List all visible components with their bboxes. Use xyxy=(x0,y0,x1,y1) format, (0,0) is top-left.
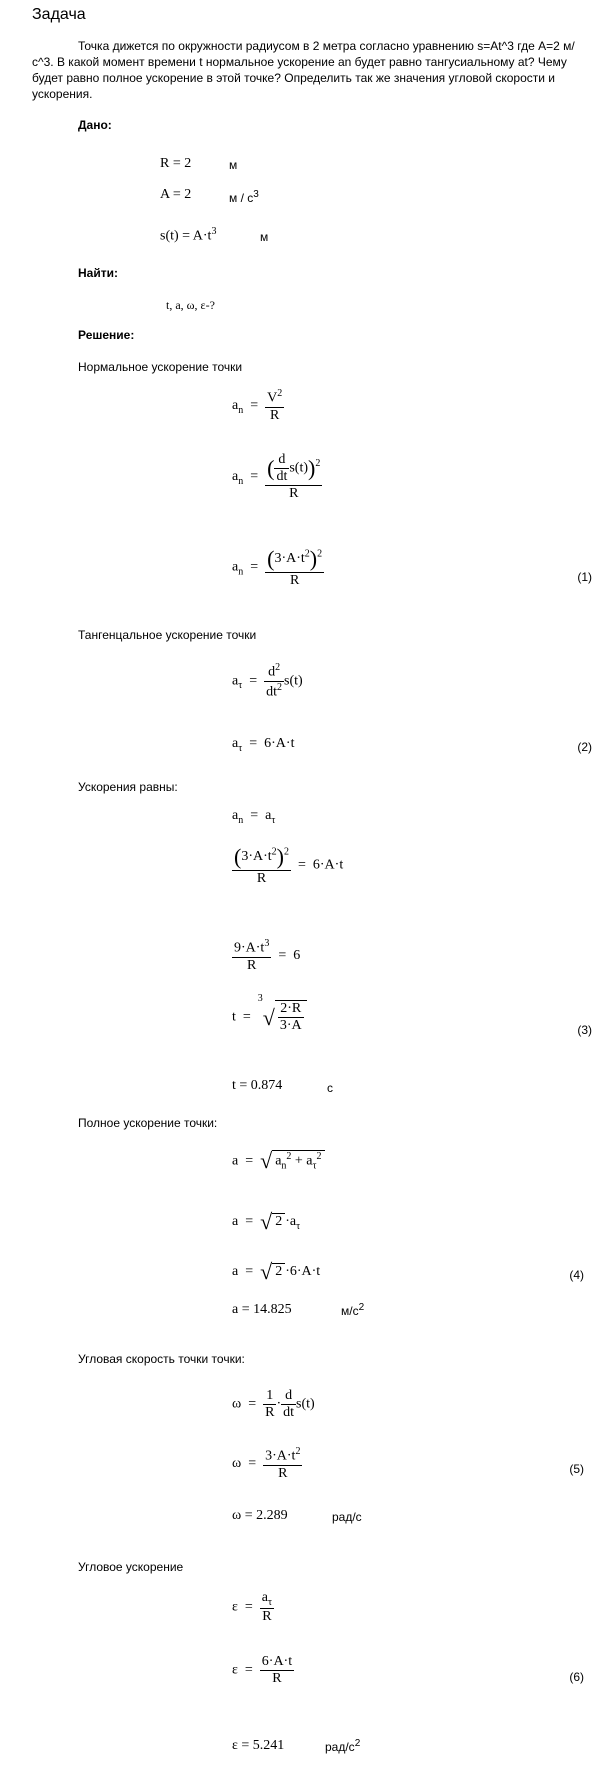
eq-number-4: (4) xyxy=(569,1268,584,1282)
eq-at-2: $a_\tau = 6\cdot A\cdot t$ xyxy=(232,736,295,754)
given-r-unit: м xyxy=(229,158,238,172)
full-label: Полное ускорение точки: xyxy=(78,1116,218,1130)
eq-at-1: $a_\tau$ = $\frac{d^2}{dt^2}$ s(t) xyxy=(232,662,303,700)
t-result: t = 0.874 xyxy=(232,1078,283,1093)
tangential-label: Тангенцальное ускорение точки xyxy=(78,628,257,642)
eq-omega-1: ω = $\frac{1}{R}$ · $\frac{d}{dt}$ s(t) xyxy=(232,1388,315,1420)
eq-an-2: $a_n$ = ( $\frac{d}{dt}$ s(t))$^2$ R xyxy=(232,452,321,501)
eq-t-formula: t = $^3$√ $\frac{2\cdot R}{3\cdot A}$ xyxy=(232,1000,307,1034)
eq-eps-2: ε = $\frac{6\cdot A\cdot t}{R}$ xyxy=(232,1654,293,1686)
omega-unit: рад/с xyxy=(332,1510,362,1524)
eq-equal-1: $a_n = a_\tau$ xyxy=(232,808,276,826)
given-s-unit: м xyxy=(260,230,269,244)
find-heading: Найти: xyxy=(78,266,118,280)
eq-number-3: (3) xyxy=(577,1023,592,1037)
eps-label: Угловое ускорение xyxy=(78,1560,184,1574)
given-s: $s(t) = A\cdot t^3$ xyxy=(160,226,217,244)
given-a: A = 2 xyxy=(160,187,192,202)
eq-number-1: (1) xyxy=(577,570,592,584)
t-unit: c xyxy=(327,1081,333,1095)
eq-eps-1: ε = $\frac{a_\tau}{R}$ xyxy=(232,1590,273,1624)
given-r: R = 2 xyxy=(160,156,192,171)
a-unit: $м/с^2$ xyxy=(341,1302,365,1318)
find-text: t, a, ω, ε-? xyxy=(166,298,215,312)
eq-omega-2: ω = $\frac{3\cdot A\cdot t^2}{R}$ xyxy=(232,1446,301,1481)
eq-a-2: a = √ $2 \cdot a_\tau$ xyxy=(232,1209,301,1234)
eq-number-5: (5) xyxy=(569,1462,584,1476)
equal-label: Ускорения равны: xyxy=(78,780,178,794)
given-a-unit: м / $c^3$ xyxy=(229,189,259,205)
a-result: a = 14.825 xyxy=(232,1302,292,1317)
eq-an-3: $a_n$ = $\frac{(3\cdot A\cdot t^2)^2}{R}$ xyxy=(232,546,323,588)
solution-heading: Решение: xyxy=(78,328,135,342)
eps-result: ε = 5.241 xyxy=(232,1738,285,1753)
normal-label: Нормальное ускорение точки xyxy=(78,360,243,374)
eq-equal-2: $\frac{(3\cdot A\cdot t^2)^2}{R}$ = 6·A·t xyxy=(234,844,344,886)
problem-statement: Точка дижется по окружности радиусом в 2 метра согласно уравнению s=At^3 где A=2 м/с^3. В какой момент времени t нормальное ускорение an будет равно тангусиальному at? Чему будет равно полное ускорение в этой точке? Определить так же значения угловой скорости и ускорения. xyxy=(32,39,575,101)
page-title: Задача xyxy=(32,6,86,23)
eq-number-2: (2) xyxy=(577,740,592,754)
eq-equal-3: $\frac{9\cdot A\cdot t^3}{R}$ = 6 xyxy=(234,938,301,973)
eq-an-1: $a_n$ = $\frac{V^2}{R}$ xyxy=(232,388,283,423)
eq-a-1: a = √ $a_n^2 + a_\tau^2$ xyxy=(232,1150,325,1171)
eq-a-3: a = √ 2 ·6·A·t xyxy=(232,1259,321,1284)
eps-unit: рад/$с^2$ xyxy=(325,1738,361,1754)
omega-result: ω = 2.289 xyxy=(232,1508,288,1523)
eq-number-6: (6) xyxy=(569,1670,584,1684)
omega-label: Угловая скорость точки точки: xyxy=(78,1352,245,1366)
given-heading: Дано: xyxy=(78,118,112,132)
